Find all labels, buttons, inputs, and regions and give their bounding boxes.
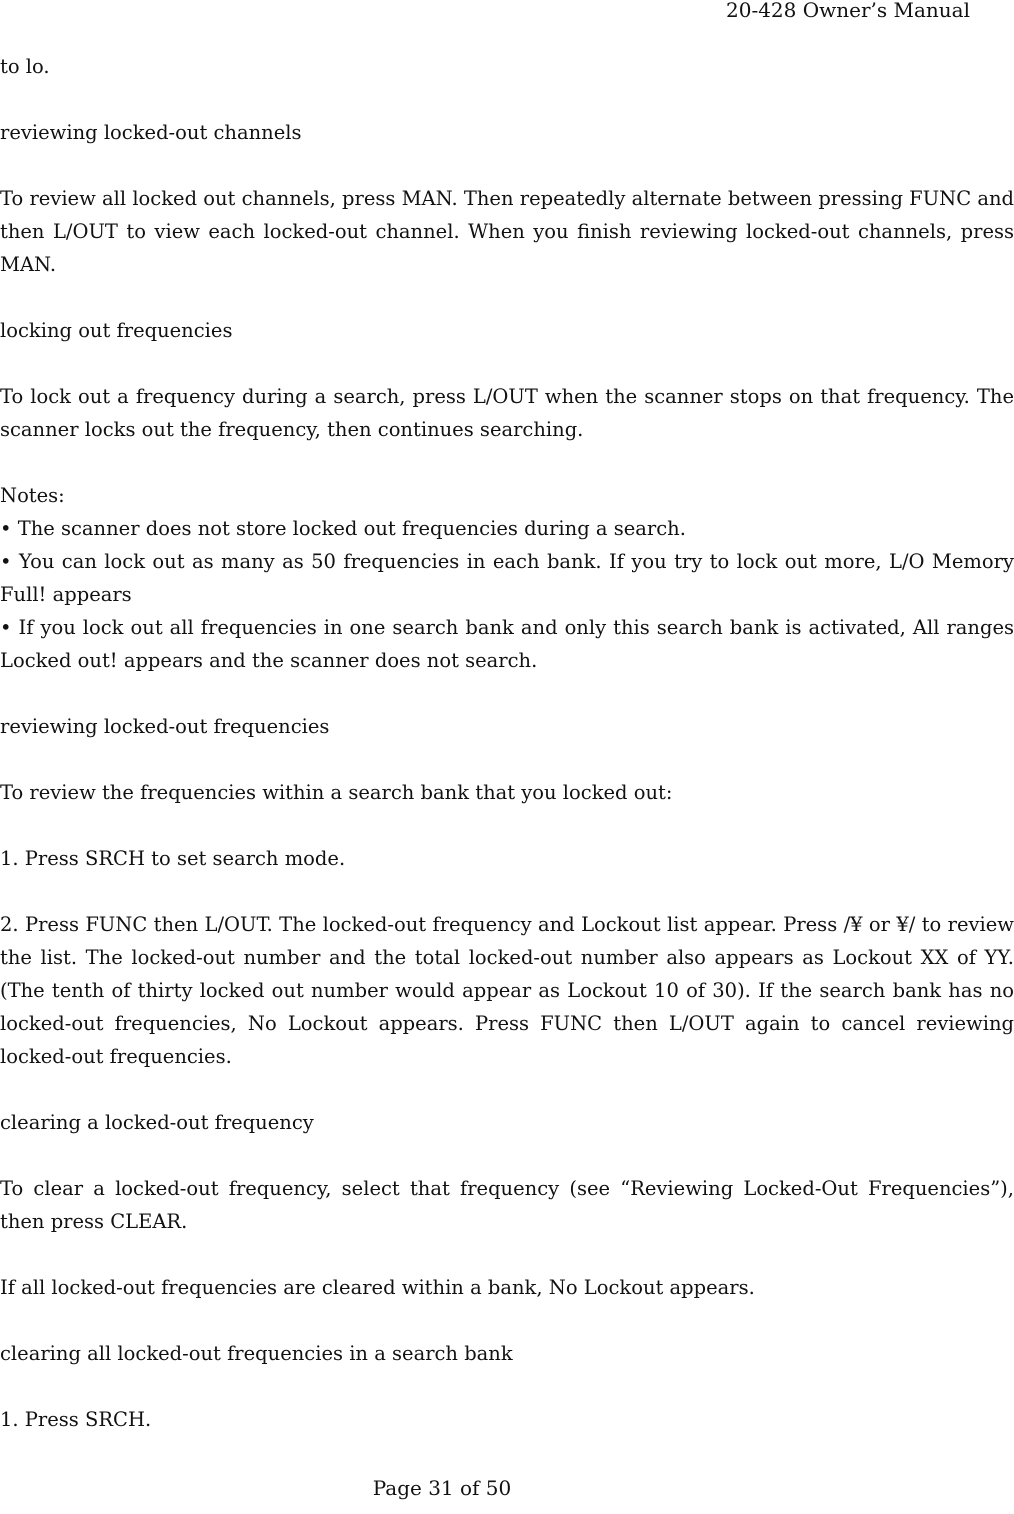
step-1: 1. Press SRCH to set search mode. — [0, 847, 346, 870]
note-item: • The scanner does not store locked out frequencies during a search. — [0, 517, 686, 540]
step-1-clear-all: 1. Press SRCH. — [0, 1408, 152, 1431]
step-2: 2. Press FUNC then L/OUT. The locked-out frequency and Lockout list appear. Press /¥ or ¥/ to review the list. The locked-out number and the total locked-out number also appears as Lockout XX of YY. (The tenth of thirty locked out number would appear as Lockout 10 of 30). If the search bank has no locked-out frequencies, No Lockout appears. Press FUNC then L/OUT again to cancel reviewing locked-out frequencies. — [0, 913, 1014, 1068]
page-footer: Page 31 of 50 — [372, 1476, 512, 1500]
paragraph-clear-frequency: To clear a locked-out frequency, select that frequency (see “Reviewing Locked-Out Frequencies”), then press CLEAR. — [0, 1177, 1014, 1233]
notes-label: Notes: — [0, 484, 65, 507]
notes-block — [0, 479, 1014, 677]
section-heading-clearing-frequency: clearing a locked-out frequency — [0, 1111, 314, 1134]
section-heading-locking-frequencies: locking out frequencies — [0, 319, 233, 342]
page-content — [0, 50, 1014, 1436]
section-heading-clearing-all: clearing all locked-out frequencies in a search bank — [0, 1342, 513, 1365]
note-item: • You can lock out as many as 50 frequencies in each bank. If you try to lock out more, L/O Memory Full! appears — [0, 550, 1014, 606]
paragraph-all-cleared: If all locked-out frequencies are cleared within a bank, No Lockout appears. — [0, 1276, 755, 1299]
section-heading-reviewing-frequencies: reviewing locked-out frequencies — [0, 715, 330, 738]
paragraph-review-intro: To review the frequencies within a search bank that you locked out: — [0, 781, 673, 804]
paragraph-review-channels: To review all locked out channels, press MAN. Then repeatedly alternate between pressing FUNC and then L/OUT to view each locked-out channel. When you finish reviewing locked-out channels, press MAN. — [0, 187, 1014, 276]
page-header: 20-428 Owner’s Manual — [726, 0, 970, 22]
section-heading-reviewing-channels: reviewing locked-out channels — [0, 121, 302, 144]
paragraph-lock-frequency: To lock out a frequency during a search, press L/OUT when the scanner stops on that frequency. The scanner locks out the frequency, then continues searching. — [0, 385, 1014, 441]
note-item: • If you lock out all frequencies in one search bank and only this search bank is activated, All ranges Locked out! appears and the scanner does not search. — [0, 616, 1014, 672]
continued-text: to lo. — [0, 55, 50, 78]
